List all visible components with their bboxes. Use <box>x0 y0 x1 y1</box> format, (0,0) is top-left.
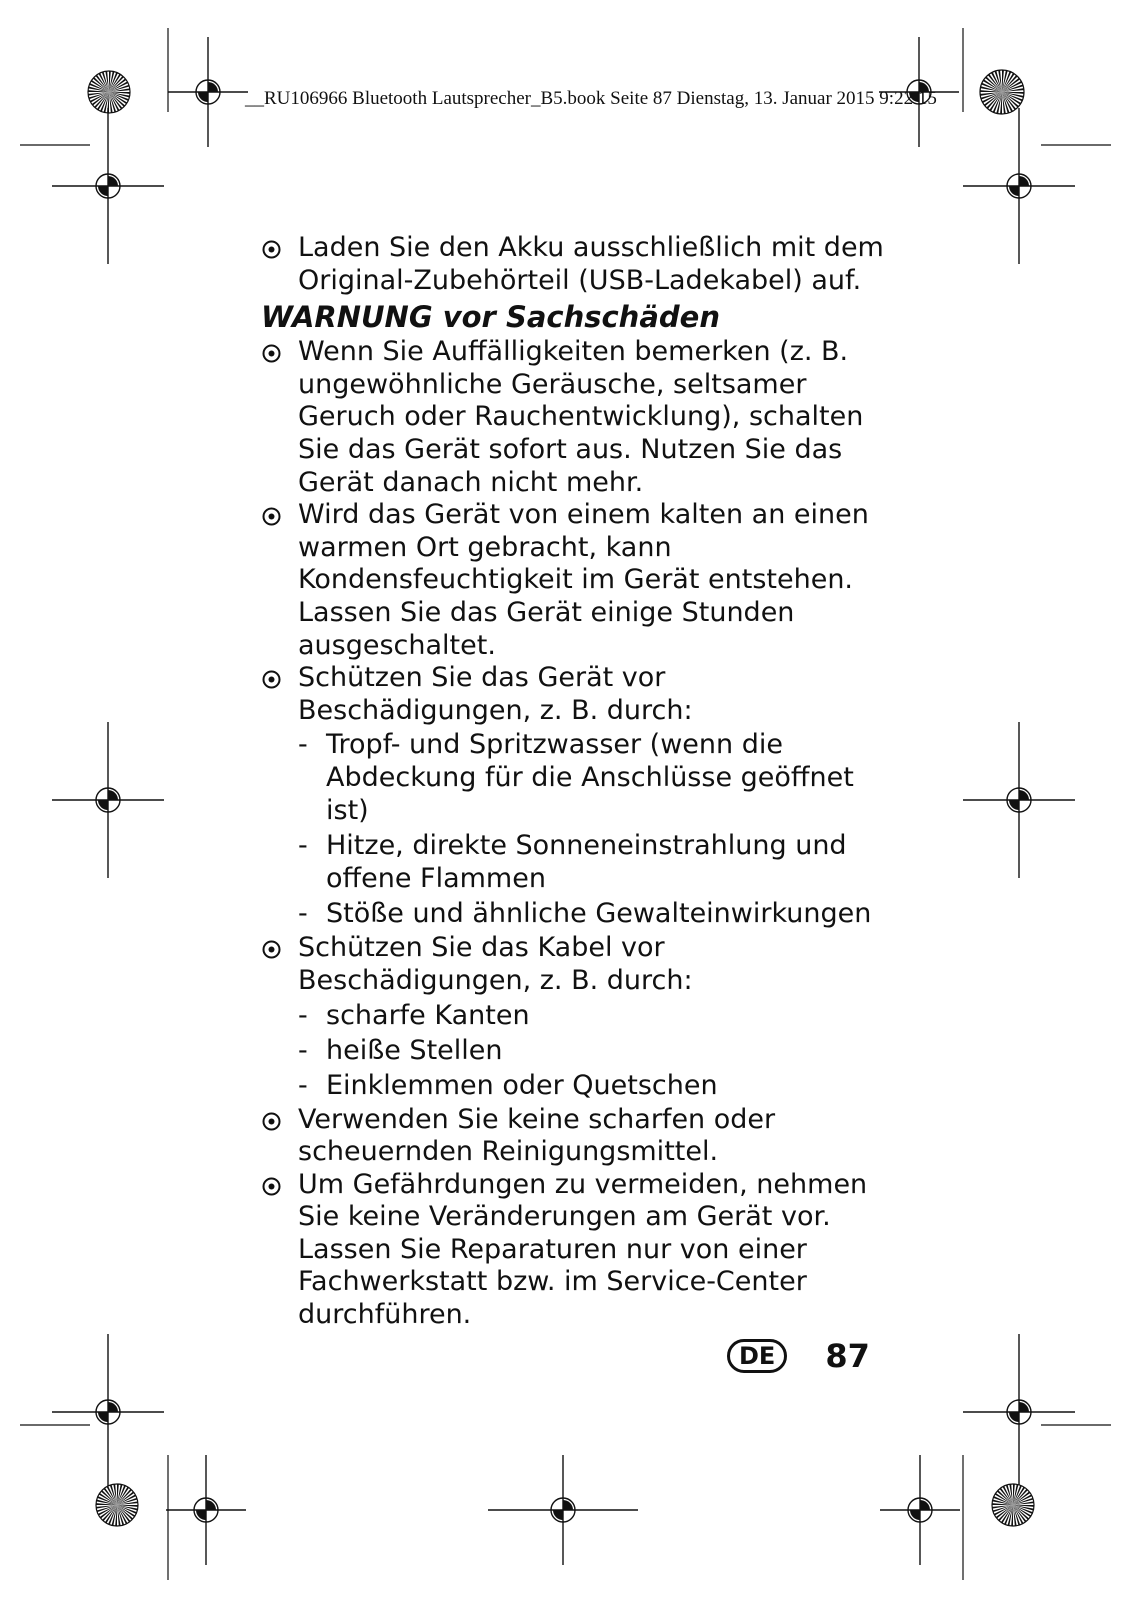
bullet-circle-icon <box>262 336 298 499</box>
sub-list-item <box>298 999 902 1032</box>
bullet-text: Schützen Sie das Kabel vor Beschädigungen, z. B. durch: <box>298 932 693 996</box>
sub-list-item <box>298 829 902 895</box>
bullet-circle-icon <box>262 499 298 662</box>
list-item <box>262 336 902 499</box>
sub-item-text: scharfe Kanten <box>326 999 530 1031</box>
bullet-circle-icon <box>262 932 298 997</box>
dash-icon: - <box>298 1034 308 1066</box>
sub-list-item <box>298 1034 902 1067</box>
sub-list-item <box>298 1069 902 1102</box>
bullet-text: Schützen Sie das Gerät vor Beschädigungen, z. B. durch: <box>298 662 693 726</box>
list-item <box>262 662 902 727</box>
print-header-line: __RU106966 Bluetooth Lautsprecher_B5.book Seite 87 Dienstag, 13. Januar 2015 9:22 15 <box>245 88 937 109</box>
bullet-text: Verwenden Sie keine scharfen oder scheuernden Reinigungsmittel. <box>298 1103 776 1168</box>
list-item <box>262 1104 902 1169</box>
sub-item-text: Einklemmen oder Quetschen <box>326 1069 718 1101</box>
page-number: 87 <box>825 1337 870 1375</box>
bullet-text: Um Gefährdungen zu vermeiden, nehmen Sie keine Veränderungen am Gerät vor. Lassen Sie Reparaturen nur von einer Fachwerkstatt bzw. im Service-Center durchführen. <box>298 1168 868 1331</box>
sub-list-item <box>298 728 902 827</box>
bullet-circle-icon <box>262 1104 298 1169</box>
section-heading: WARNUNG vor Sachschäden <box>261 300 720 335</box>
page-footer <box>727 1337 870 1375</box>
page-content <box>262 232 902 1332</box>
dash-icon: - <box>298 999 308 1031</box>
dash-icon: - <box>298 729 308 761</box>
list-item <box>262 232 902 297</box>
bullet-text: Wenn Sie Auffälligkeiten bemerken (z. B. ungewöhnliche Geräusche, seltsamer Geruch oder Rauchentwicklung), schalten Sie das Gerät sofort aus. Nutzen Sie das Gerät danach nicht mehr. <box>298 336 864 498</box>
list-item <box>262 499 902 662</box>
bullet-circle-icon <box>262 232 298 297</box>
sub-item-text: Hitze, direkte Sonneneinstrahlung und offene Flammen <box>326 830 847 895</box>
bullet-circle-icon <box>262 1169 298 1332</box>
dash-icon: - <box>298 898 308 930</box>
sub-item-text: Stöße und ähnliche Gewalteinwirkungen <box>326 898 872 930</box>
dash-icon: - <box>298 830 308 862</box>
sub-item-text: heiße Stellen <box>326 1034 503 1066</box>
language-badge: DE <box>727 1339 787 1373</box>
bullet-text: Laden Sie den Akku ausschließlich mit dem Original-Zubehörteil (USB-Ladekabel) auf. <box>298 232 884 296</box>
list-item <box>262 1169 902 1332</box>
sub-list-item <box>298 897 902 930</box>
bullet-circle-icon <box>262 662 298 727</box>
sub-item-text: Tropf- und Spritzwasser (wenn die Abdeckung für die Anschlüsse geöffnet ist) <box>326 729 854 827</box>
list-item <box>262 932 902 997</box>
bullet-text: Wird das Gerät von einem kalten an einen warmen Ort gebracht, kann Kondensfeuchtigkeit im Gerät entstehen. Lassen Sie das Gerät einige Stunden ausgeschaltet. <box>298 499 869 661</box>
dash-icon: - <box>298 1069 308 1101</box>
